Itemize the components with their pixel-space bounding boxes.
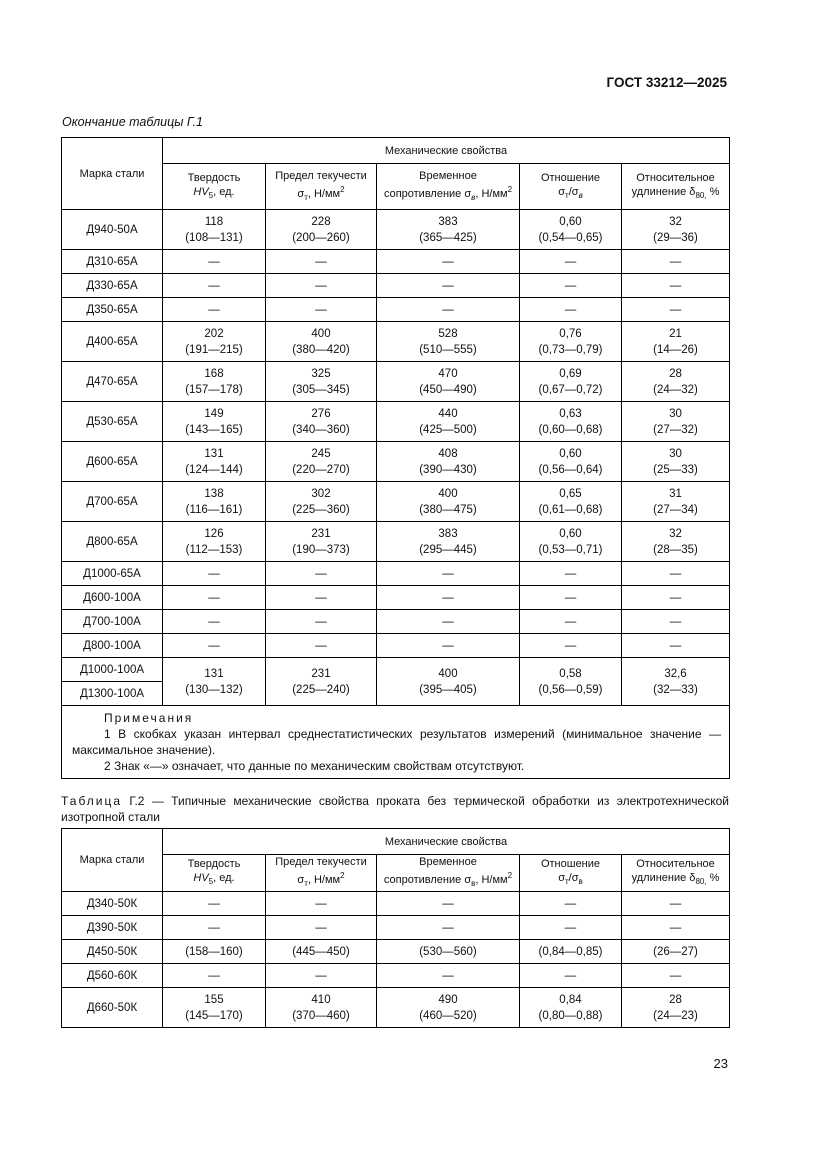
elongation-cell: 30 (25—33): [622, 442, 730, 482]
elongation-cell: —: [622, 634, 730, 658]
yield-cell: 325 (305—345): [266, 362, 377, 402]
grade-cell: Д600-65А: [62, 442, 163, 482]
ratio-cell: 0,69 (0,67—0,72): [520, 362, 622, 402]
elongation-cell: 31 (27—34): [622, 482, 730, 522]
table-row: [62, 634, 730, 658]
col-elongation-header: Относительное удлинение $\delta_{80,}$ %: [622, 164, 730, 210]
yield-cell: 231 (190—373): [266, 522, 377, 562]
col-hardness-header: Твердость $HV_5$, ед.: [163, 164, 266, 210]
elongation-cell: —: [622, 964, 730, 988]
grade-cell: Д800-100А: [62, 634, 163, 658]
document-code: ГОСТ 33212—2025: [606, 75, 727, 90]
tensile-cell: —: [377, 586, 520, 610]
table-row: [62, 988, 730, 1028]
yield-cell: —: [266, 274, 377, 298]
elongation-cell: (26—27): [622, 940, 730, 964]
col-ratio-header: Отношение $\sigma_т/\sigma_в$: [520, 164, 622, 210]
elongation-cell: 28 (24—23): [622, 988, 730, 1028]
hardness-cell: 131 (130—132): [163, 658, 266, 706]
yield-cell: —: [266, 250, 377, 274]
yield-cell: 400 (380—420): [266, 322, 377, 362]
page-number: 23: [713, 1056, 728, 1071]
tensile-cell: —: [377, 298, 520, 322]
hardness-cell: 131 (124—144): [163, 442, 266, 482]
hardness-cell: 118 (108—131): [163, 210, 266, 250]
table-row: [62, 610, 730, 634]
yield-cell: 245 (220—270): [266, 442, 377, 482]
hardness-cell: —: [163, 916, 266, 940]
tensile-cell: —: [377, 274, 520, 298]
table-row: [62, 522, 730, 562]
elongation-cell: —: [622, 892, 730, 916]
ratio-cell: 0,76 (0,73—0,79): [520, 322, 622, 362]
tensile-cell: 383 (295—445): [377, 522, 520, 562]
grade-cell: Д700-65А: [62, 482, 163, 522]
col-ratio-header: Отношение $\sigma_т/\sigma_в$: [520, 855, 622, 892]
group-header: Механические свойства: [163, 829, 730, 855]
hardness-cell: 126 (112—153): [163, 522, 266, 562]
grade-cell: Д560-60К: [62, 964, 163, 988]
tensile-cell: —: [377, 562, 520, 586]
note-1: 1 В скобках указан интервал среднестатистических результатов измерений (минимальное значение — максимальное значение).: [72, 727, 722, 757]
table-row: [62, 586, 730, 610]
ratio-cell: 0,58 (0,56—0,59): [520, 658, 622, 706]
col-elongation-header: Относительное удлинение $\delta_{80,}$ %: [622, 855, 730, 892]
grade-cell: Д660-50К: [62, 988, 163, 1028]
yield-cell: 228 (200—260): [266, 210, 377, 250]
table-row: [62, 892, 730, 916]
table-row: [62, 322, 730, 362]
ratio-cell: (0,84—0,85): [520, 940, 622, 964]
ratio-cell: 0,60 (0,54—0,65): [520, 210, 622, 250]
elongation-cell: 30 (27—32): [622, 402, 730, 442]
tensile-cell: —: [377, 634, 520, 658]
table-2-body: [62, 892, 730, 1028]
elongation-cell: —: [622, 586, 730, 610]
table-row: [62, 442, 730, 482]
elongation-cell: 32 (28—35): [622, 522, 730, 562]
table-row: [62, 362, 730, 402]
table-2: [61, 828, 730, 1028]
grade-cell: Д1000-100А: [62, 658, 163, 682]
grade-cell: Д1000-65А: [62, 562, 163, 586]
yield-cell: —: [266, 610, 377, 634]
hardness-cell: —: [163, 634, 266, 658]
ratio-cell: —: [520, 586, 622, 610]
hardness-cell: —: [163, 250, 266, 274]
elongation-cell: 32 (29—36): [622, 210, 730, 250]
tensile-cell: 383 (365—425): [377, 210, 520, 250]
yield-cell: —: [266, 586, 377, 610]
elongation-cell: 21 (14—26): [622, 322, 730, 362]
hardness-cell: 149 (143—165): [163, 402, 266, 442]
group-header: Механические свойства: [163, 138, 730, 164]
hardness-cell: (158—160): [163, 940, 266, 964]
ratio-cell: —: [520, 634, 622, 658]
table-row: [62, 274, 730, 298]
tensile-cell: —: [377, 610, 520, 634]
yield-cell: —: [266, 634, 377, 658]
hardness-cell: —: [163, 892, 266, 916]
elongation-cell: —: [622, 298, 730, 322]
elongation-cell: —: [622, 610, 730, 634]
yield-cell: —: [266, 964, 377, 988]
tensile-cell: 400 (395—405): [377, 658, 520, 706]
grade-cell: Д800-65А: [62, 522, 163, 562]
ratio-cell: 0,60 (0,56—0,64): [520, 442, 622, 482]
ratio-cell: 0,63 (0,60—0,68): [520, 402, 622, 442]
table-row: [62, 402, 730, 442]
table-1-body: [62, 210, 730, 658]
yield-cell: —: [266, 298, 377, 322]
ratio-cell: —: [520, 562, 622, 586]
grade-cell: Д450-50К: [62, 940, 163, 964]
col-tensile-header: Временное сопротивление $\sigma_в$, $Н/мм^2$: [377, 164, 520, 210]
col-hardness-header: Твердость $HV_5$, ед.: [163, 855, 266, 892]
tensile-cell: 400 (380—475): [377, 482, 520, 522]
hardness-cell: 138 (116—161): [163, 482, 266, 522]
table-row: [62, 250, 730, 274]
col-yield-header: Предел текучести $\sigma_т$, $Н/мм^2$: [266, 164, 377, 210]
grade-cell: Д470-65А: [62, 362, 163, 402]
table-1-caption: Окончание таблицы Г.1: [62, 115, 203, 129]
yield-cell: (445—450): [266, 940, 377, 964]
table-row: [62, 940, 730, 964]
col-grade-header: Марка стали: [62, 138, 163, 210]
hardness-cell: 168 (157—178): [163, 362, 266, 402]
table-row: [62, 210, 730, 250]
ratio-cell: —: [520, 610, 622, 634]
grade-cell: Д350-65А: [62, 298, 163, 322]
ratio-cell: 0,84 (0,80—0,88): [520, 988, 622, 1028]
elongation-cell: —: [622, 916, 730, 940]
note-2: 2 Знак «—» означает, что данные по механическим свойствам отсутствуют.: [104, 759, 525, 773]
table-1-header: [62, 138, 730, 210]
col-tensile-header: Временное сопротивление $\sigma_в$, $Н/мм^2$: [377, 855, 520, 892]
table-row: [62, 916, 730, 940]
yield-cell: —: [266, 916, 377, 940]
yield-cell: 410 (370—460): [266, 988, 377, 1028]
table-1: [61, 137, 730, 779]
ratio-cell: —: [520, 964, 622, 988]
ratio-cell: —: [520, 298, 622, 322]
hardness-cell: 202 (191—215): [163, 322, 266, 362]
grade-cell: Д390-50К: [62, 916, 163, 940]
hardness-cell: 155 (145—170): [163, 988, 266, 1028]
yield-cell: —: [266, 562, 377, 586]
grade-cell: Д400-65А: [62, 322, 163, 362]
table-2-caption: Таблица Г.2 — Типичные механические свойства проката без термической обработки из электротехнической изотропной стали: [61, 794, 729, 824]
ratio-cell: —: [520, 892, 622, 916]
table-row: [62, 562, 730, 586]
elongation-cell: —: [622, 250, 730, 274]
tensile-cell: 470 (450—490): [377, 362, 520, 402]
hardness-cell: —: [163, 562, 266, 586]
hardness-cell: —: [163, 586, 266, 610]
ratio-cell: 0,65 (0,61—0,68): [520, 482, 622, 522]
hardness-cell: —: [163, 610, 266, 634]
col-grade-header: Марка стали: [62, 829, 163, 892]
tensile-cell: —: [377, 892, 520, 916]
yield-cell: 231 (225—240): [266, 658, 377, 706]
table-row: [62, 482, 730, 522]
ratio-cell: —: [520, 916, 622, 940]
tensile-cell: 408 (390—430): [377, 442, 520, 482]
grade-cell: Д340-50К: [62, 892, 163, 916]
tensile-cell: —: [377, 250, 520, 274]
yield-cell: 302 (225—360): [266, 482, 377, 522]
table-2-header: [62, 829, 730, 892]
grade-cell: Д1300-100А: [62, 682, 163, 706]
ratio-cell: 0,60 (0,53—0,71): [520, 522, 622, 562]
ratio-cell: —: [520, 250, 622, 274]
elongation-cell: 32,6 (32—33): [622, 658, 730, 706]
tensile-cell: 440 (425—500): [377, 402, 520, 442]
table-row: [62, 964, 730, 988]
grade-cell: Д600-100А: [62, 586, 163, 610]
table-row: [62, 298, 730, 322]
elongation-cell: 28 (24—32): [622, 362, 730, 402]
grade-cell: Д310-65А: [62, 250, 163, 274]
hardness-cell: —: [163, 274, 266, 298]
grade-cell: Д700-100А: [62, 610, 163, 634]
tensile-cell: 490 (460—520): [377, 988, 520, 1028]
elongation-cell: —: [622, 274, 730, 298]
col-yield-header: Предел текучести $\sigma_т$, $Н/мм^2$: [266, 855, 377, 892]
notes-title: Примечания: [104, 711, 194, 725]
tensile-cell: 528 (510—555): [377, 322, 520, 362]
hardness-cell: —: [163, 298, 266, 322]
tensile-cell: —: [377, 916, 520, 940]
yield-cell: —: [266, 892, 377, 916]
ratio-cell: —: [520, 274, 622, 298]
grade-cell: Д530-65А: [62, 402, 163, 442]
table-1-notes: [62, 706, 730, 779]
grade-cell: Д940-50А: [62, 210, 163, 250]
grade-cell: Д330-65А: [62, 274, 163, 298]
yield-cell: 276 (340—360): [266, 402, 377, 442]
tensile-cell: —: [377, 964, 520, 988]
table-1-merged-rows: [62, 658, 730, 779]
elongation-cell: —: [622, 562, 730, 586]
hardness-cell: —: [163, 964, 266, 988]
tensile-cell: (530—560): [377, 940, 520, 964]
